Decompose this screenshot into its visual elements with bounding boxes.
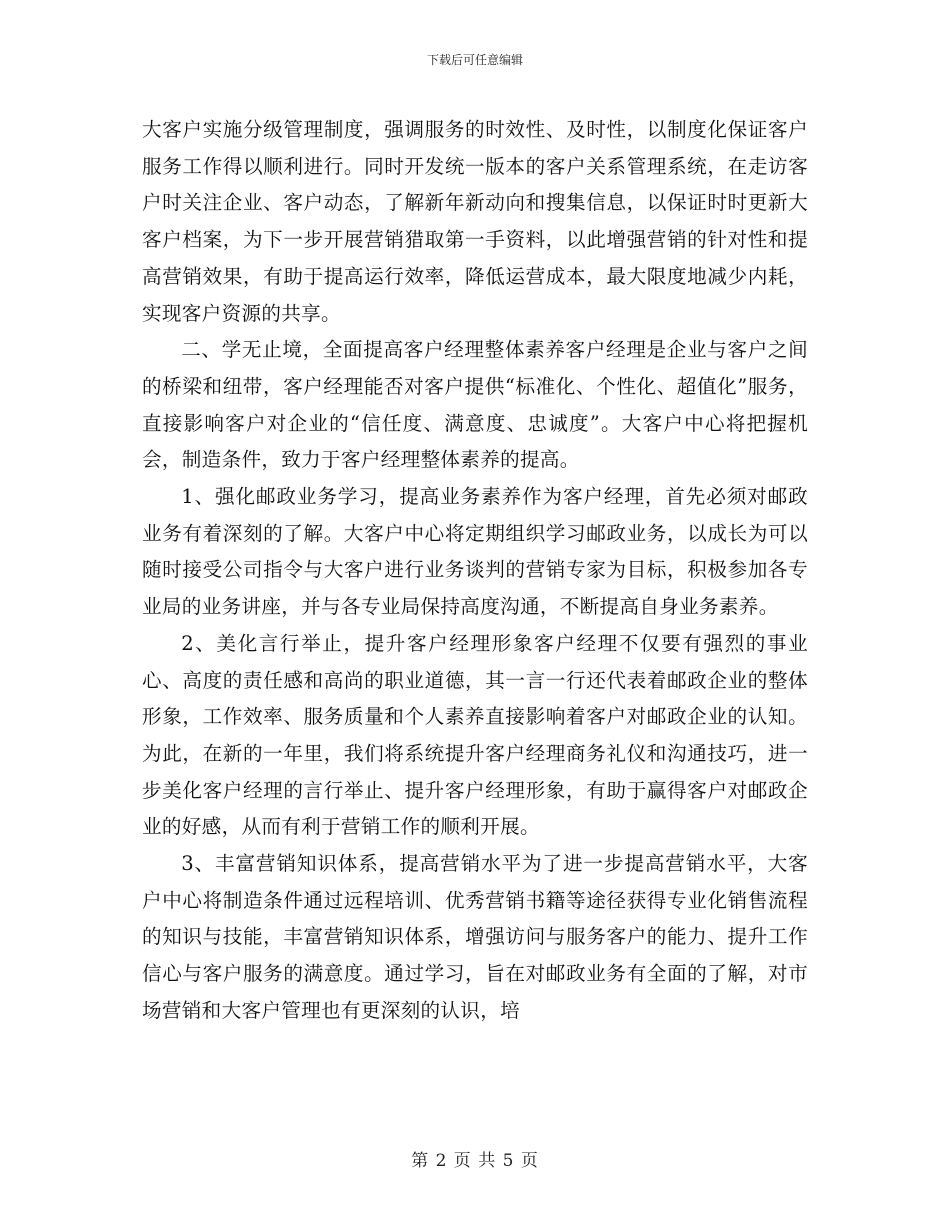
paragraph-section-two: 二、学无止境，全面提高客户经理整体素养客户经理是企业与客户之间的桥梁和纽带，客户经理能否对客户提供“标准化、个性化、超值化”服务，直接影响客户对企业的“信任度、满意度、忠诚度”。大客户中心将把握机会，制造条件，致力于客户经理整体素养的提高。 xyxy=(142,338,808,472)
paragraph-continued: 大客户实施分级管理制度，强调服务的时效性、及时性，以制度化保证客户服务工作得以顺利进行。同时开发统一版本的客户关系管理系统，在走访客户时关注企业、客户动态，了解新年新动向和搜集信息，以保证时时更新大客户档案，为下一步开展营销猎取第一手资料，以此增强营销的针对性和提高营销效果，有助于提高运行效率，降低运营成本，最大限度地减少内耗，实现客户资源的共享。 xyxy=(142,118,808,325)
page-number-footer xyxy=(0,1150,950,1172)
page-header-note: 下载后可任意编辑 xyxy=(426,53,523,67)
page-number-label: 第 2 页 共 5 页 xyxy=(411,1151,539,1171)
paragraph-item-2: 2、美化言行举止，提升客户经理形象客户经理不仅要有强烈的事业心、高度的责任感和高尚的职业道德，其一言一行还代表着邮政企业的整体形象，工作效率、服务质量和个人素养直接影响着客户对邮政企业的认知。为此，在新的一年里，我们将系统提升客户经理商务礼仪和沟通技巧，进一步美化客户经理的言行举止、提升客户经理形象，有助于赢得客户对邮政企业的好感，从而有利于营销工作的顺利开展。 xyxy=(142,631,808,839)
document-body xyxy=(142,112,808,1030)
paragraph-item-3: 3、丰富营销知识体系，提高营销水平为了进一步提高营销水平，大客户中心将制造条件通过远程培训、优秀营销书籍等途径获得专业化销售流程的知识与技能，丰富营销知识体系，增强访问与服务客户的能力、提升工作信心与客户服务的满意度。通过学习，旨在对邮政业务有全面的了解，对市场营销和大客户管理也有更深刻的认识，培 xyxy=(142,852,808,1022)
paragraph-item-1: 1、强化邮政业务学习，提高业务素养作为客户经理，首先必须对邮政业务有着深刻的了解。大客户中心将定期组织学习邮政业务，以成长为可以随时接受公司指令与大客户进行业务谈判的营销专家为目标，积极参加各专业局的业务讲座，并与各专业局保持高度沟通，不断提高自身业务素养。 xyxy=(142,485,808,619)
